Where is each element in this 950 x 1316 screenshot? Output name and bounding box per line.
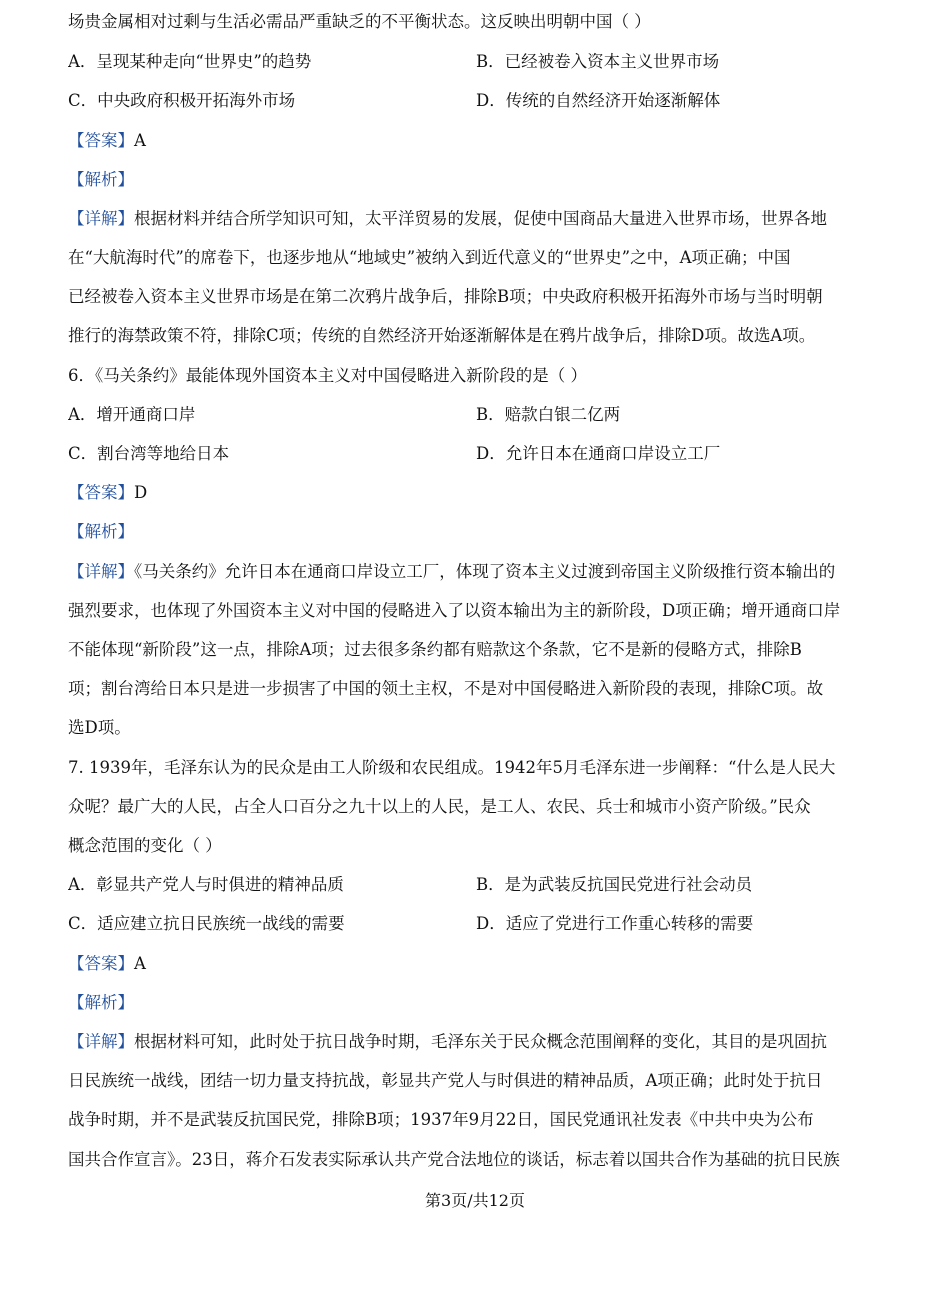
q5-option-b: B．已经被卷入资本主义世界市场 bbox=[476, 52, 720, 71]
q6-detail-text-1: 《马关条约》允许日本在通商口岸设立工厂，体现了资本主义过渡到帝国主义阶级推行资本输出的 bbox=[134, 562, 836, 581]
q6-answer bbox=[68, 483, 883, 503]
q5-detail-line-3: 已经被卷入资本主义世界市场是在第二次鸦片战争后，排除B项；中央政府积极开拓海外市场与当时明朝 bbox=[68, 287, 823, 306]
q6-option-c: C．割台湾等地给日本 bbox=[68, 444, 230, 463]
q7-detail-line-2: 日民族统一战线，团结一切力量支持抗战，彰显共产党人与时俱进的精神品质，A项正确；此时处于抗日 bbox=[68, 1071, 823, 1090]
q6-option-b: B．赔款白银二亿两 bbox=[476, 405, 621, 424]
q5-option-a: A．呈现某种走向“世界史”的趋势 bbox=[68, 52, 312, 71]
q6-answer-label: 【答案】 bbox=[68, 483, 134, 502]
q7-option-c: C．适应建立抗日民族统一战线的需要 bbox=[68, 914, 345, 933]
q7-answer bbox=[68, 954, 883, 974]
q5-stem-end: 场贵金属相对过剩与生活必需品严重缺乏的不平衡状态。这反映出明朝中国（ ） bbox=[68, 12, 651, 31]
q5-detail-line-1 bbox=[68, 209, 883, 229]
q6-option-d: D．允许日本在通商口岸设立工厂 bbox=[476, 444, 721, 463]
q7-stem-line-3: 概念范围的变化（ ） bbox=[68, 836, 222, 855]
q7-analysis bbox=[68, 993, 883, 1013]
q5-detail-text-1: 根据材料并结合所学知识可知，太平洋贸易的发展，促使中国商品大量进入世界市场，世界各地 bbox=[134, 209, 827, 228]
q7-option-a: A．彰显共产党人与时俱进的精神品质 bbox=[68, 875, 344, 894]
q6-detail-line-4: 项；割台湾给日本只是进一步损害了中国的领土主权，不是对中国侵略进入新阶段的表现，排除C项。故 bbox=[68, 679, 824, 698]
q7-stem-line-2: 众呢？最广大的人民，占全人口百分之九十以上的人民，是工人、农民、兵士和城市小资产阶级。”民众 bbox=[68, 797, 811, 816]
q5-answer bbox=[68, 131, 883, 151]
q7-stem-line-1: 7. 1939年，毛泽东认为的民众是由工人阶级和农民组成。1942年5月毛泽东进一步阐释：“什么是人民大 bbox=[68, 758, 836, 777]
q5-answer-label: 【答案】 bbox=[68, 131, 134, 150]
q5-analysis bbox=[68, 170, 883, 190]
page-number: 第3页/共12页 bbox=[425, 1191, 525, 1210]
q6-detail-line-1 bbox=[68, 562, 883, 582]
q6-analysis bbox=[68, 522, 883, 542]
q7-analysis-label: 【解析】 bbox=[68, 993, 134, 1012]
q7-option-b: B．是为武装反抗国民党进行社会动员 bbox=[476, 875, 753, 894]
q6-stem: 6．《马关条约》最能体现外国资本主义对中国侵略进入新阶段的是（ ） bbox=[68, 366, 587, 385]
q6-detail-line-5: 选D项。 bbox=[68, 718, 131, 737]
q6-option-a: A．增开通商口岸 bbox=[68, 405, 196, 424]
q6-analysis-label: 【解析】 bbox=[68, 522, 134, 541]
q6-detail-line-2: 强烈要求，也体现了外国资本主义对中国的侵略进入了以资本输出为主的新阶段，D项正确；增开通商口岸 bbox=[68, 601, 841, 620]
q6-detail-label: 【详解】 bbox=[68, 562, 134, 581]
q5-option-d: D．传统的自然经济开始逐渐解体 bbox=[476, 91, 721, 110]
q5-analysis-label: 【解析】 bbox=[68, 170, 134, 189]
q5-answer-value: A bbox=[134, 131, 146, 150]
q5-detail-line-2: 在“大航海时代”的席卷下，也逐步地从“地域史”被纳入到近代意义的“世界史”之中，A项正确；中国 bbox=[68, 248, 791, 267]
q7-detail-label: 【详解】 bbox=[68, 1032, 134, 1051]
q6-detail-line-3: 不能体现“新阶段”这一点，排除A项；过去很多条约都有赔款这个条款，它不是新的侵略方式，排除B bbox=[68, 640, 802, 659]
q6-answer-value: D bbox=[134, 483, 148, 502]
q7-detail-line-1 bbox=[68, 1032, 883, 1052]
q7-answer-label: 【答案】 bbox=[68, 954, 134, 973]
q7-detail-line-3: 战争时期，并不是武装反抗国民党，排除B项；1937年9月22日，国民党通讯社发表《中共中央为公布 bbox=[68, 1110, 814, 1129]
q5-option-c: C．中央政府积极开拓海外市场 bbox=[68, 91, 296, 110]
q5-detail-label: 【详解】 bbox=[68, 209, 134, 228]
q7-detail-text-1: 根据材料可知，此时处于抗日战争时期，毛泽东关于民众概念范围阐释的变化，其目的是巩固抗 bbox=[134, 1032, 827, 1051]
q5-detail-line-4: 推行的海禁政策不符，排除C项；传统的自然经济开始逐渐解体是在鸦片战争后，排除D项。故选A项。 bbox=[68, 326, 816, 345]
q7-detail-line-4: 国共合作宣言》。23日，蒋介石发表实际承认共产党合法地位的谈话，标志着以国共合作为基础的抗日民族 bbox=[68, 1150, 840, 1169]
q7-option-d: D．适应了党进行工作重心转移的需要 bbox=[476, 914, 754, 933]
q7-answer-value: A bbox=[134, 954, 146, 973]
